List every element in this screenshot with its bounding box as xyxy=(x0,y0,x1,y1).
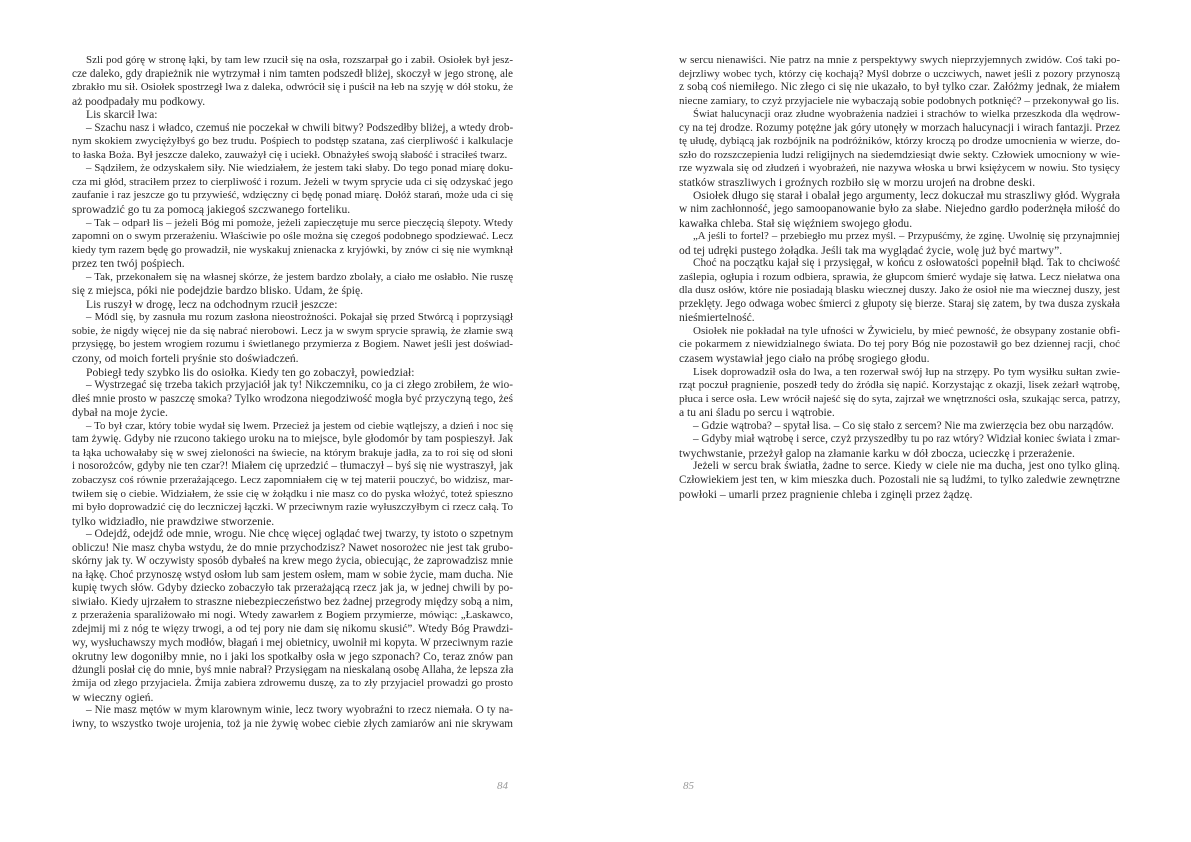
text-line: Lis ruszył w drogę, lecz na odchodnym rzucił jeszcze: xyxy=(86,297,338,311)
text-line: z sobą coś niemiłego. Nic złego ci się nie ukazało, to był tylko czar. Załóżmy jednak, że miałem xyxy=(679,81,1120,94)
text-line: – Tak – odparł lis – jeżeli Bóg mi pomoże, jeżeli zapieczętuje mu serce pieczęcią ślepoty. Wtedy xyxy=(86,216,513,229)
text-line: zbrakło mu sił. Osiołek spostrzegł lwa z daleka, odwrócił się i puścił na łeb na szyję w dół stoku, że xyxy=(72,81,513,94)
text-line: statków straszliwych i groźnych rozbiło się w morzu urojeń na drobne deski. xyxy=(679,175,1036,189)
text-line: skórny jak ty. W oczywisty sposób dybałeś na krew mego życia, obiecując, że zaprowadzisz mnie xyxy=(72,555,513,568)
text-line: twiłem się o ciebie. Widziałem, że ssie cię w żołądku i nie masz co do pyska włożyć, toteż spieszno xyxy=(72,487,513,500)
text-line: – To był czar, który tobie wydał się lwem. Przecież ja jestem od ciebie wątlejszy, a dzień i noc się xyxy=(86,419,513,432)
text-line: zobaczysz coś równie przerażającego. Lecz zapomniałem cię w tej materii pouczyć, bo widzisz, mar- xyxy=(72,473,513,486)
text-line: Świat halucynacji oraz złudne wyobrażenia nadziei i strachów to wielka przeszkoda dla wędrow- xyxy=(693,108,1120,121)
text-line: zdejmij mi z nóg te więzy trwogi, a od tej pory nie dam się nikomu skusić”. Wtedy Bóg Prawdzi- xyxy=(72,622,513,635)
text-line: okrutny lew dogoniłby mnie, no i jaki los spotkałby osła w jego szponach? Co, teraz znów pan xyxy=(72,650,513,664)
text-line: dłeś mnie prosto w paszczę smoka? Tylko wrodzona niegodziwość mogła być przyczyną tego, żeś xyxy=(72,392,513,405)
text-line: aż poodpadały mu podkowy. xyxy=(72,94,206,108)
text-line: cze daleko, gdy drapieżnik nie wytrzymał i nim tamten podszedł bliżej, skoczył w jego stronę, ale xyxy=(72,67,513,80)
text-line: tylko widziadło, nie prawdziwe stworzenie. xyxy=(72,514,275,528)
text-line: dla dusz osłów, które nie posiadają blasku wiecznej duszy. Jako że osioł nie ma wiecznej duszy, jest xyxy=(679,284,1120,297)
text-line: Osiołek długo się starał i obalał jego argumenty, lecz dokuczał mu straszliwy głód. Wygrała xyxy=(693,189,1120,203)
text-line: – Wystrzegać się trzeba takich przyjaciół jak ty! Nikczemniku, co ja ci złego zrobiłem, że wio- xyxy=(86,379,513,392)
text-line: dejrzliwy wobec tych, którzy cię kochają? Myśl dobrze o uczciwych, nawet jeśli z pozory przynoszą xyxy=(679,67,1120,80)
text-line: Jeżeli w sercu brak światła, żadne to serce. Kiedy w ciele nie ma ducha, jest ono tylko gliną. xyxy=(693,460,1120,473)
text-line: dżungli posłał cię do mnie, byś mnie nabrał? Przysięgam na nieskalaną osobę Allaha, że lepsza zła xyxy=(72,663,513,676)
text-line: sprowadzić go tu za pomocą jakiegoś szczwanego forteliku. xyxy=(72,203,351,217)
text-line: się z miejsca, póki nie podejdzie bardzo blisko. Udam, że śpię. xyxy=(72,284,364,298)
text-line: cie pokarmem z niewidzialnego świata. Do tej pory Bóg nie pozostawił go bez dziennej racji, choć xyxy=(679,338,1120,351)
text-line: rze wyzwala się od złudzeń i wyobrażeń, nie nazywa włoska u brwi księżycem w nowiu. Sto tysięcy xyxy=(679,162,1120,175)
text-line: powłoki – umarli przez pragnienie chleba i zginęli przez żądzę. xyxy=(679,487,973,501)
text-line: dybał na moje życie. xyxy=(72,406,168,420)
text-line: czasem wystawiał jego ciało na próbę srogiego głodu. xyxy=(679,352,930,366)
text-line: kawałka chleba. Stał się więźniem swojego głodu. xyxy=(679,216,913,230)
text-line: Lisek doprowadził osła do lwa, a ten rozerwał swój łup na strzępy. Po tym wysiłku sułtan zwie- xyxy=(693,365,1120,378)
text-line: – Sądziłem, że odzyskałem siły. Nie wiedziałem, że jestem taki słaby. Do tego ponad miarę doku- xyxy=(86,162,513,175)
page-number-right: 85 xyxy=(683,780,694,792)
text-line: płuca i serce osła. Lew wrócił najeść się do syta, zajrzał we wnętrzności osła, szukając serca, patrzy, xyxy=(679,392,1120,405)
text-line: to łaska Boża. Był jeszcze daleko, zauważył cię i uciekł. Obnażyłeś swoją słabość i straciłeś twarz. xyxy=(72,148,508,161)
text-line: przeklęty. Jego odwaga wobec śmierci z głupoty się bierze. Staraj się zatem, by twa dusza zyskała xyxy=(679,297,1120,310)
text-line: niecne zamiary, to czyż przyjaciele nie wybaczają sobie podobnych potknięć? – przekonywał go lis. xyxy=(679,94,1120,107)
text-line: obliczu! Nie masz chyba wstydu, że do mnie przychodzisz? Nawet nosorożec nie jest tak grubo- xyxy=(72,541,513,554)
right-page-text xyxy=(679,54,1120,501)
text-line: zaślepia, ogłupia i rozum odbiera, sprawia, że głupcom śmierć wydaje się łatwa. Lecz niełatwa ona xyxy=(679,270,1120,283)
text-line: czony, od moich forteli pryśnie sto doświadczeń. xyxy=(72,352,299,366)
text-line: żmija od złego przyjaciela. Żmija zabiera zdrowemu duszę, za to zły przyjaciel prowadzi go prosto xyxy=(72,677,513,690)
text-line: – Gdzie wątroba? – spytał lisa. – Co się stało z sercem? Nie ma zwierzęcia bez obu narządów. xyxy=(693,419,1114,432)
right-page xyxy=(596,0,1191,842)
text-line: zapomni on o swym przerażeniu. Właściwie po ośle można się czegoś podobnego spodziewać. Lecz xyxy=(72,230,513,243)
text-line: – Módl się, by zasnuła mu rozum zasłona nieostrożności. Pokajał się przed Stwórcą i poprzysiągł xyxy=(86,311,513,324)
text-line: cy na tej drodze. Rozumy potężne jak góry utonęły w morzach halucynacji i wirach fantazji. Przez xyxy=(679,121,1120,134)
left-page xyxy=(0,0,595,842)
text-line: Choć na początku kajał się i przysięgał, w końcu z osłowatości popełnił błąd. Tak to chciwość xyxy=(693,257,1120,270)
text-line: – Nie masz mętów w mym klarownym winie, lecz twory wyobraźni to rzecz niemała. O ty na- xyxy=(86,704,513,717)
text-line: rząt poczuł pragnienie, poszedł tedy do źródła się napić. Korzystając z okazji, lisek zeżarł wątrobę, xyxy=(679,379,1120,392)
text-line: ta łąka uchowałaby się w swej zieloności na świecie, na którym brakuje jadła, za to roi się od słoni xyxy=(72,446,513,459)
text-line: kupię twych słów. Gdyby dziecko zobaczyło tak przerażającą rzecz jak ja, w jednej chwili by po- xyxy=(72,582,513,595)
text-line: nym skokiem zwyciężyłbyś go bez trudu. Pośpiech to podstęp szatana, zaś cierpliwość i kalkulacje xyxy=(72,135,513,148)
text-line: Osiołek nie pokładał na tyle ufności w Żywicielu, by mieć pewność, że obsypany zostanie obfi- xyxy=(693,324,1120,337)
left-page-text xyxy=(72,54,513,731)
text-line: sobie, że nigdy więcej nie da się nabrać nierobowi. Lecz ja w swym sprycie sprawią, że złamie swą xyxy=(72,324,513,337)
text-line: szło do rozszczepienia ludzi religijnych na siedemdziesiąt dwie sekty. Człowiek umocniony w wie- xyxy=(679,148,1120,161)
text-line: – Szachu nasz i władco, czemuś nie poczekał w chwili bitwy? Podszedłby bliżej, a wtedy drob- xyxy=(86,121,513,134)
text-line: Lis skarcił lwa: xyxy=(86,108,158,122)
text-line: – Tak, przekonałem się na własnej skórze, że jestem bardzo zbolały, a ciało me osłabło. Nie ruszę xyxy=(86,270,513,283)
text-line: w nim zachłonność, jego samoopanowanie było za słabe. Niejedno gardło poderżnęła miłość do xyxy=(679,203,1120,216)
text-line: a tu ani śladu po sercu i wątrobie. xyxy=(679,406,835,420)
text-line: na łąkę. Choć przynoszę wstyd osłom lub sam jestem osłem, mam w sobie życie, mam ducha. Nie xyxy=(72,568,513,581)
text-line: kiedy tym razem będę go prowadził, nie wyskakuj znienacka z kryjówki, by znów ci się nie wymknął xyxy=(72,243,513,256)
text-line: tam żywię. Gdyby nie rzucono takiego uroku na to miejsce, byle głodomór by tam pospieszył. Jak xyxy=(72,433,513,446)
text-line: tę ułudę, dybiącą jak rozbójnik na podróżników, którzy kroczą po drodze umocnienia w wierze, do- xyxy=(679,135,1120,148)
text-line: nieśmiertelność. xyxy=(679,311,755,325)
text-line: Człowiekiem jest ten, w kim mieszka duch. Pozostali nie są ludźmi, to tylko zaledwie zewnętrzne xyxy=(679,473,1120,486)
text-line: „A jeśli to fortel? – przebiegło mu przez myśl. – Przypuśćmy, że zginę. Uwolnię się przynajmniej xyxy=(693,230,1120,243)
text-line: od tej udręki pustego żołądka. Jeśli tak ma wyglądać życie, wolę już być martwy”. xyxy=(679,243,1063,257)
text-line: siwiało. Kiedy ujrzałem to straszne niebezpieczeństwo bez żadnej przegrody między sobą a nim, xyxy=(72,595,513,608)
text-line: – Odejdź, odejdź ode mnie, wrogu. Nie chcę więcej oglądać twej twarzy, ty istoto o szpetnym xyxy=(86,528,513,541)
text-line: przysięgę, bo jestem wrogiem rozumu i świetlanego przymierza z Bogiem. Nawet jeśli jest doświad- xyxy=(72,338,513,351)
text-line: z przerażenia sparaliżowało mi nogi. Wtedy zawarłem z Bogiem przymierze, mówiąc: „Łaskawco, xyxy=(72,609,513,622)
text-line: cza mi głód, straciłem przez to cierpliwość i rozum. Jeżeli w twym sprycie uda ci się odzyskać jego xyxy=(72,175,513,188)
text-line: – Gdyby miał wątrobę i serce, czyż przyszedłby tu po raz wtóry? Widział koniec świata i zmar- xyxy=(693,433,1120,446)
text-line: w wieczny ogień. xyxy=(72,690,154,704)
text-line: iwny, to wszystko twoje urojenia, toż ja nie żywię wobec ciebie złych zamiarów ani nie skrywam xyxy=(72,717,513,730)
text-line: przez ten twój pośpiech. xyxy=(72,257,185,271)
page-number-left: 84 xyxy=(497,780,508,792)
text-line: Szli pod górę w stronę łąki, by tam lew rzucił się na osła, rozszarpał go i zabił. Osiołek był jesz- xyxy=(86,54,513,66)
text-line: mi było doprowadzić cię do leczniczej łączki. W przeciwnym razie wyłuszczyłbym ci rzecz całą. To xyxy=(72,501,513,514)
text-line: wy, wysłuchawszy mych modłów, błagań i mej obietnicy, uwolnił mi kopyta. W przeciwnym razie xyxy=(72,636,513,649)
text-line: w sercu nienawiści. Nie patrz na mnie z perspektywy swych nieprzyjemnych zwidów. Coś taki po- xyxy=(679,54,1120,66)
text-line: zaufanie i raz jeszcze go tu przywieść, wdzięczny ci będę ponad miarę. Dołóż starań, może uda ci się xyxy=(72,189,513,202)
text-line: Pobiegł tedy szybko lis do osiołka. Kiedy ten go zobaczył, powiedział: xyxy=(86,365,415,379)
text-line: twychwstanie, przeżył galop na złamanie karku w dół zbocza, ucieczkę i przerażenie. xyxy=(679,446,1075,460)
text-line: i nosorożców, gdyby nie ten czar?! Miałem cię uprzedzić – tłumaczył – byś się nie wystraszył, jak xyxy=(72,460,513,473)
